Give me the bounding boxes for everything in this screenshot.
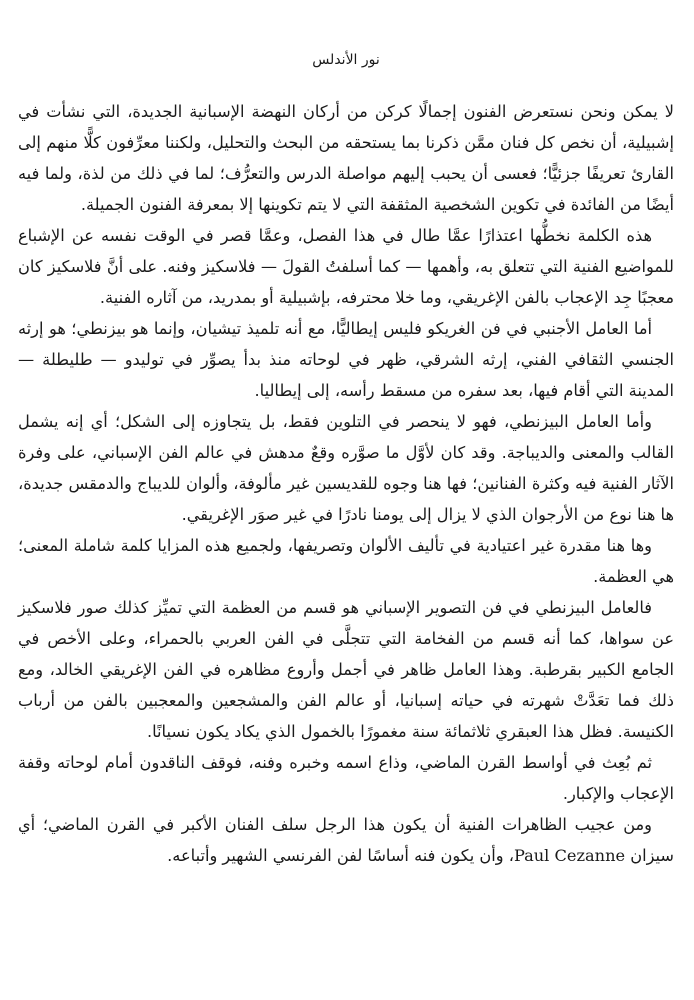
- paragraph-2: هذه الكلمة نخطُّها اعتذارًا عمَّا طال في هذا الفصل، وعمَّا قصر في الوقت نفسه عن الإشباع للمواضيع الفنية التي تتعلق به، وأهمها — كما أسلفتُ القولَ — فلاسكيز وفنه. على أنَّ فلاسكيز كان معجبًا جِد الإعجاب بالفن الإغريقي، وما خلا محترفه، بإشبيلية أو بمدريد، من آثاره الفنية.: [18, 226, 674, 307]
- paragraph-8-after: ، وأن يكون فنه أساسًا لفن الفرنسي الشهير وأتباعه.: [167, 846, 514, 865]
- running-header: نور الأندلس: [312, 52, 380, 68]
- body-text: [18, 96, 674, 871]
- paragraph-7: ثم بُعِث في أواسط القرن الماضي، وذاع اسمه وخبره وفنه، فوقف الناقدون أمام لوحاته وقفة الإعجاب والإكبار.: [18, 753, 674, 803]
- latin-name: Paul Cezanne: [513, 846, 626, 865]
- paragraph-3: أما العامل الأجنبي في فن الغريكو فليس إيطاليًّا، مع أنه تلميذ تيشيان، وإنما هو بيزنطي؛ هو إرثه الجنسي الثقافي الفني، إرثه الشرقي، ظهر في لوحاته منذ بدأ يصوِّر في توليدو — طليطلة — المدينة التي أقام فيها، بعد سفره من مسقط رأسه، إلى إيطاليا.: [18, 319, 674, 400]
- paragraph-8-before: ومن عجيب الظاهرات الفنية أن يكون هذا الرجل سلف الفنان الأكبر في القرن الماضي؛ أي سيزان: [18, 815, 674, 865]
- paragraph-5: وها هنا مقدرة غير اعتيادية في تأليف الألوان وتصريفها، ولجميع هذه المزايا كلمة شاملة المعنى؛ هي العظمة.: [18, 536, 674, 586]
- paragraph-6: فالعامل البيزنطي في فن التصوير الإسباني هو قسم من العظمة التي تميِّز كذلك صور فلاسكيز عن سواها، كما أنه قسم من الفخامة التي تتجلَّى في الفن العربي بالحمراء، وعلى الأخص في الجامع الكبير بقرطبة. وهذا العامل ظاهر في أجمل وأروع مظاهره في الفن الإغريقي الخالد، ومع ذلك فما تعَدَّتْ شهرته في حياته إسبانيا، أو عالم الفن والمشجعين والمعجبين بالفن من أرباب الكنيسة. فظل هذا العبقري ثلاثمائة سنة مغمورًا بالخمول الذي يكاد يكون نسيانًا.: [18, 598, 674, 741]
- paragraph-8: [18, 809, 674, 871]
- paragraph-4: وأما العامل البيزنطي، فهو لا ينحصر في التلوين فقط، بل يتجاوزه إلى الشكل؛ أي إنه يشمل القالب والمعنى والديباجة. وقد كان لأوَّل ما صوَّره وقعٌ مدهش في عالم الفن الإسباني، على وفرة الآثار الفنية فيه وكثرة الفنانين؛ فها هنا وجوه للقديسين غير مألوفة، وألوان للديباج والدمقس جديدة، ها هنا نوع من الأرجوان الذي لا يزال إلى يومنا نادرًا في غير صوَر الإغريقي.: [18, 412, 674, 524]
- paragraph-1: لا يمكن ونحن نستعرض الفنون إجمالًا كركن من أركان النهضة الإسبانية الجديدة، التي نشأت في إشبيلية، أن نخص كل فنان ممَّن ذكرنا بما يستحقه من البحث والتحليل، ولكننا معرِّفون كلًّا منهم إلى القارئ تعريفًا جزئيًّا؛ فعسى أن يحبب إليهم مواصلة الدرس والتعرُّف؛ لما في ذلك من لذة، ولما فيه أيضًا من الفائدة في تكوين الشخصية المثقفة التي لا يتم تكوينها إلا بمعرفة الفنون الجميلة.: [18, 102, 674, 214]
